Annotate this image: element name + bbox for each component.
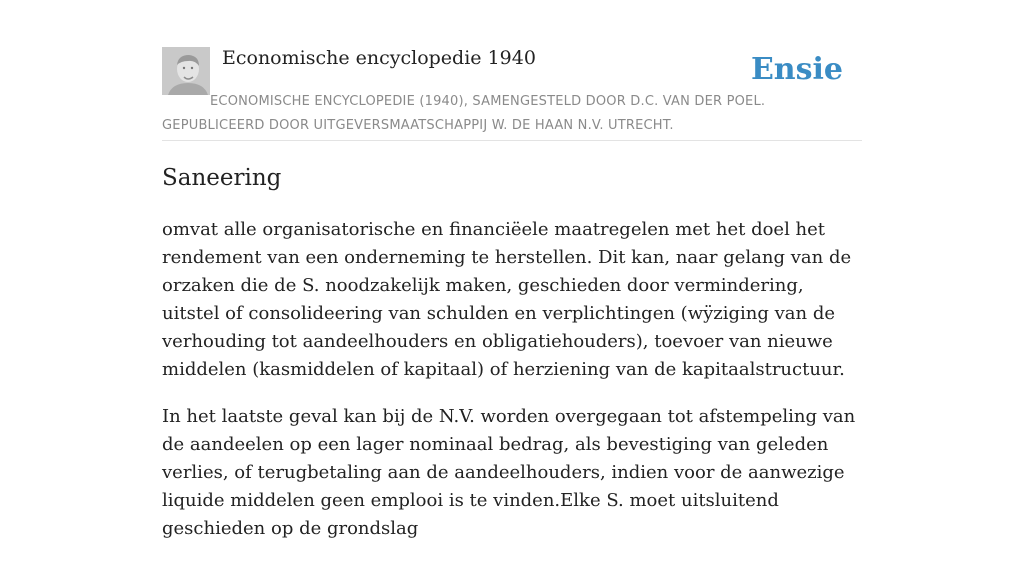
entry-paragraph: In het laatste geval kan bij de N.V. worden overgegaan tot afstempeling van de aandeelen op een lager nominaal bedrag, als bevestiging van geleden verlies, of terugbetaling aan de aandeelhouders, indien voor de aanwezige liquide middelen geen emplooi is te vinden.Elke S. moet uitsluitend geschieden op de grondslag — [162, 406, 856, 539]
ensie-logo-link[interactable]: Ensie — [750, 52, 843, 87]
entry-paragraph: omvat alle organisatorische en financiëele maatregelen met het doel het rendement van een onderneming te herstellen. Dit kan, naar gelang van de orzaken die de S. noodzakelijk maken, geschieden door vermindering, uitstel of consolideering van schulden en verplichtingen (wÿziging van de verhouding tot aandeelhouders en obligatiehouders), toevoer van nieuwe middelen (kasmiddelen of kapitaal) of herziening van de kapitaalstructuur. — [162, 219, 852, 380]
book-title-link[interactable]: Economische encyclopedie 1940 — [222, 47, 536, 69]
entry-title: Saneering — [162, 165, 282, 191]
entry-body — [162, 216, 864, 562]
entry-header — [162, 46, 862, 141]
source-meta: ECONOMISCHE ENCYCLOPEDIE (1940), SAMENGESTELD DOOR D.C. VAN DER POEL. GEPUBLICEERD DOOR UITGEVERSMAATSCHAPPIJ W. DE HAAN N.V. UTRECHT. — [162, 94, 766, 133]
portrait-avatar-icon[interactable] — [162, 47, 210, 95]
